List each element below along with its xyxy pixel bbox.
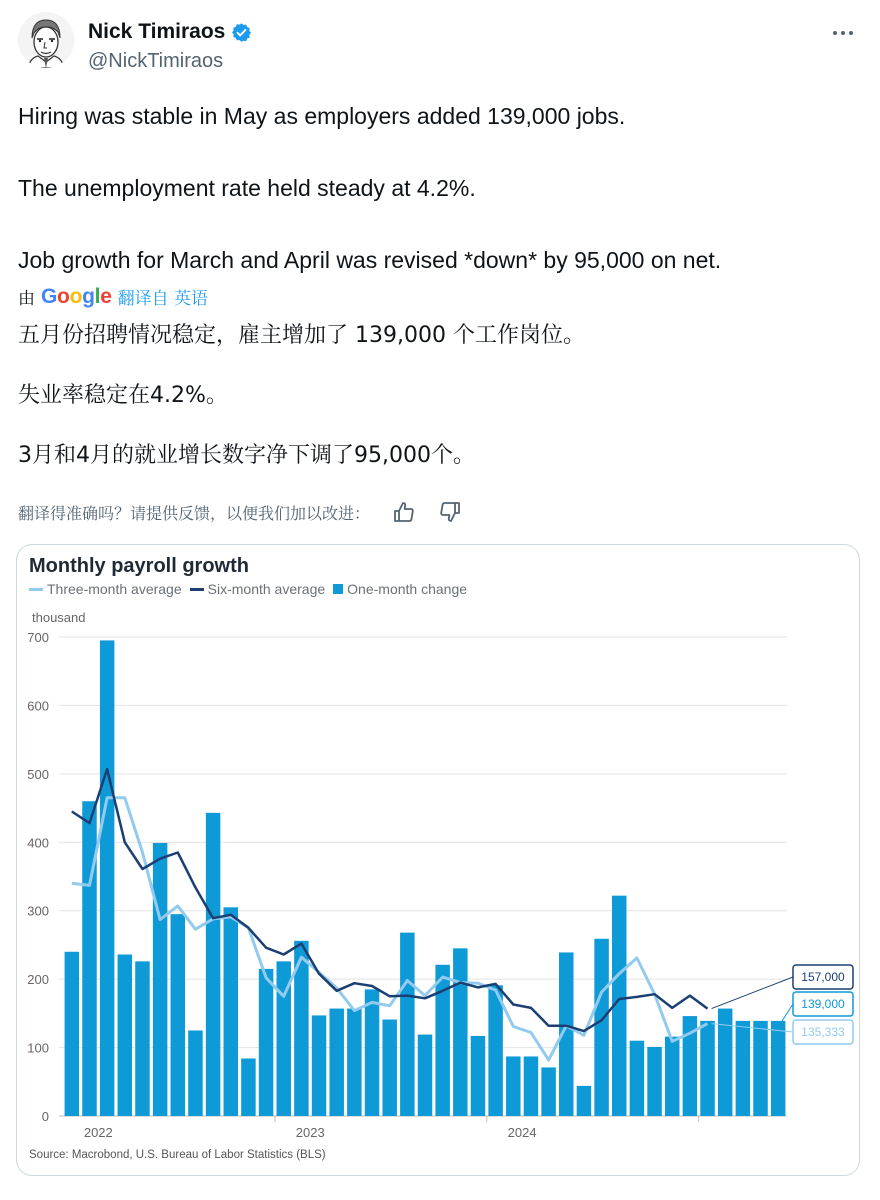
avatar[interactable] (18, 12, 74, 68)
chart-source: Source: Macrobond, U.S. Bureau of Labor Statistics (BLS) (29, 1149, 326, 1161)
y-tick-label: 400 (27, 835, 49, 851)
bar (700, 1021, 714, 1116)
bar (118, 955, 132, 1116)
bar (329, 1009, 343, 1116)
google-letter: e (100, 284, 112, 308)
end-label-text: 139,000 (801, 997, 845, 1011)
user-handle[interactable]: @NickTimiraos (88, 50, 224, 72)
legend-swatch (333, 584, 343, 594)
tweet-line: Job growth for March and April was revised *down* by 95,000 on net. (18, 247, 722, 273)
bar (665, 1037, 679, 1116)
bar (418, 1035, 432, 1116)
more-dots-icon (831, 30, 855, 36)
bar (382, 1020, 396, 1116)
y-tick-label: 300 (27, 903, 49, 919)
y-tick-label: 600 (27, 698, 49, 714)
google-letter: g (82, 284, 95, 308)
bar (259, 969, 273, 1116)
feedback-prompt: 翻译得准确吗？请提供反馈，以便我们加以改进： (18, 503, 371, 523)
google-letter: o (57, 284, 70, 308)
x-tick-label: 2023 (295, 1125, 325, 1140)
tweet-line: The unemployment rate held steady at 4.2%. (18, 175, 476, 201)
y-tick-label: 100 (27, 1040, 49, 1056)
google-logo (41, 285, 112, 309)
y-tick-label: 0 (41, 1109, 49, 1124)
legend-swatch (29, 588, 43, 591)
display-name[interactable]: Nick Timiraos (88, 20, 226, 43)
google-letter: G (41, 284, 58, 308)
avatar-sketch (18, 12, 74, 68)
thumbs-up-icon (392, 500, 416, 524)
bar (400, 933, 414, 1116)
bar (524, 1056, 538, 1116)
bar (312, 1015, 326, 1116)
legend-item-three-month (29, 581, 182, 597)
translation-feedback (18, 500, 462, 524)
y-tick-label: 500 (27, 766, 49, 782)
thumbs-up-button[interactable] (392, 500, 416, 524)
translation-attribution (18, 284, 208, 309)
bar (65, 952, 79, 1116)
google-letter: o (69, 284, 83, 308)
bar (453, 948, 467, 1116)
bar (135, 961, 149, 1116)
bar (630, 1041, 644, 1116)
translated-line: 3月和4月的就业增长数字净下调了95,000个。 (18, 443, 475, 468)
bar (347, 1009, 361, 1116)
translation-by-label: 由 (18, 289, 35, 309)
bar (541, 1067, 555, 1116)
legend-label: Six-month average (207, 581, 326, 597)
translated-line: 五月份招聘情况稳定，雇主增加了 139,000 个工作岗位。 (18, 323, 585, 348)
bar (647, 1047, 661, 1116)
bar (241, 1059, 255, 1116)
chart-legend (29, 581, 467, 597)
chart-image-card[interactable] (16, 544, 860, 1176)
end-label-connector (782, 1004, 793, 1021)
verified-badge-icon (231, 22, 252, 43)
display-name-row[interactable] (88, 20, 252, 44)
bar (753, 1021, 767, 1116)
end-label-connector (712, 977, 793, 1009)
bar (506, 1056, 520, 1116)
legend-item-six-month (190, 581, 326, 597)
bar (206, 813, 220, 1116)
bar (736, 1021, 750, 1116)
translated-line: 失业率稳定在4.2%。 (18, 383, 228, 408)
tweet-line: Hiring was stable in May as employers added 139,000 jobs. (18, 103, 626, 129)
x-tick-label: 2024 (507, 1125, 537, 1140)
bar (594, 939, 608, 1116)
x-tick-label: 2022 (83, 1125, 113, 1140)
y-tick-label: 200 (27, 972, 49, 988)
google-letter: l (94, 284, 101, 308)
legend-label: Three-month average (47, 581, 182, 597)
bar (82, 801, 96, 1116)
bar (100, 640, 114, 1116)
bar (471, 1036, 485, 1116)
legend-item-one-month (333, 581, 467, 597)
thumbs-down-icon (438, 500, 462, 524)
bar (153, 843, 167, 1116)
bar (171, 914, 185, 1116)
bar (577, 1086, 591, 1116)
end-label-text: 157,000 (801, 970, 845, 984)
y-axis-label: thousand (32, 610, 86, 625)
bar (771, 1021, 785, 1116)
end-label-text: 135,333 (801, 1025, 845, 1039)
y-tick-label: 700 (27, 630, 49, 645)
bar (224, 907, 238, 1116)
bar (365, 989, 379, 1116)
more-options-button[interactable] (828, 20, 858, 46)
bar (488, 985, 502, 1116)
translated-from-link[interactable]: 翻译自 英语 (117, 289, 208, 309)
bar (188, 1030, 202, 1116)
legend-swatch (190, 588, 204, 591)
legend-label: One-month change (347, 581, 468, 597)
payroll-chart (17, 605, 860, 1165)
thumbs-down-button[interactable] (438, 500, 462, 524)
chart-title: Monthly payroll growth (29, 555, 249, 577)
